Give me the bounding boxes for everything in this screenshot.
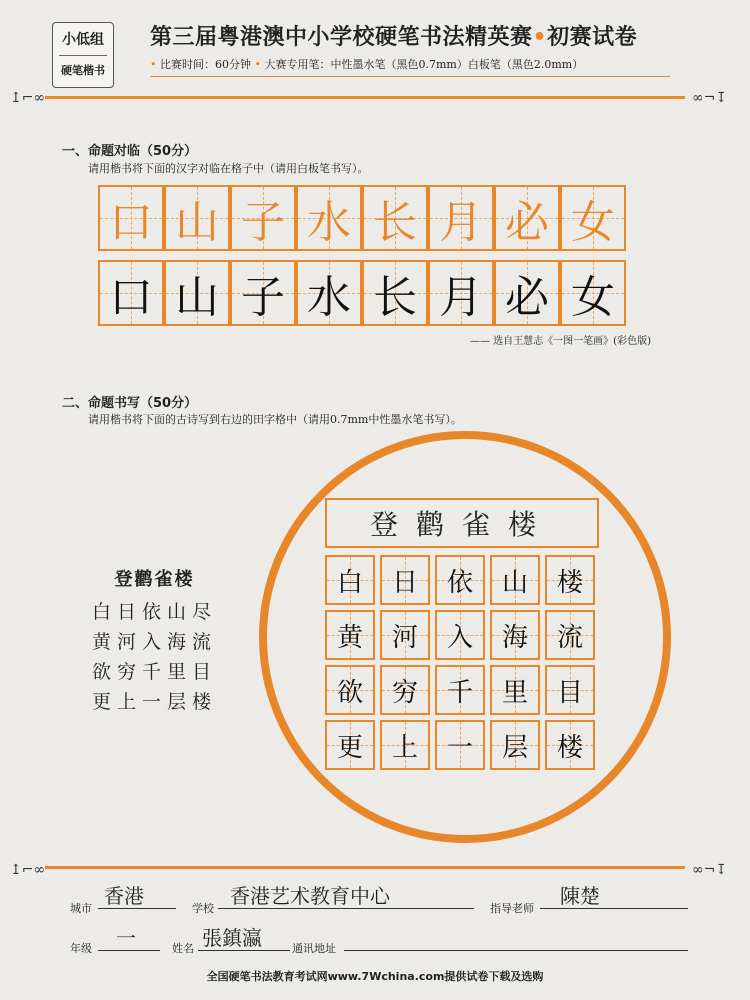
ornament-left-bottom-icon: ↥⌐∞ — [10, 862, 46, 878]
teacher-field[interactable] — [540, 880, 688, 909]
model-cell: 月 — [428, 185, 494, 251]
model-row — [98, 185, 626, 251]
poem-line: 黄河入海流 — [92, 631, 218, 653]
city-field[interactable] — [98, 880, 176, 909]
poem-line: 更上一层楼 — [92, 691, 218, 713]
model-cell: 女 — [560, 185, 626, 251]
footer-note: 全国硬笔书法教育考试网www.7Wchina.com提供试卷下载及选购 — [206, 970, 544, 983]
grid-title-box: 登鹳雀楼 — [325, 498, 599, 548]
poem-line: 白日依山尽 — [92, 601, 218, 623]
handwritten-cell: 山 — [164, 260, 230, 326]
model-cell: 水 — [296, 185, 362, 251]
school-label: 学校 — [192, 902, 214, 915]
grid-cell: 千 — [435, 665, 485, 715]
teacher-value: 陳楚 — [560, 884, 600, 908]
divider-bottom — [45, 866, 685, 869]
grid-cell: 楼 — [545, 555, 595, 605]
page-title — [150, 20, 637, 51]
grid-cell: 黄 — [325, 610, 375, 660]
handwritten-cell: 必 — [494, 260, 560, 326]
title-dot: • — [532, 25, 548, 50]
model-cell: 山 — [164, 185, 230, 251]
grid-cell: 一 — [435, 720, 485, 770]
city-value: 香港 — [104, 884, 144, 908]
address-label: 通讯地址 — [292, 942, 336, 955]
teacher-label: 指导老师 — [490, 902, 534, 915]
grid-cell: 层 — [490, 720, 540, 770]
section1-note: 请用楷书将下面的汉字对临在格子中（请用白板笔书写）。 — [88, 162, 369, 175]
grid-cell: 日 — [380, 555, 430, 605]
handwritten-cell: 长 — [362, 260, 428, 326]
address-field[interactable] — [344, 922, 688, 951]
grade-label: 年级 — [70, 942, 92, 955]
section2-note: 请用楷书将下面的古诗写到右边的田字格中（请用0.7mm中性墨水笔书写）。 — [88, 413, 462, 426]
name-value: 張鎮瀛 — [202, 926, 262, 950]
poem-line: 欲穷千里目 — [92, 661, 218, 683]
title-suffix: 初赛试卷 — [547, 25, 638, 50]
grid-cell: 目 — [545, 665, 595, 715]
grade-value: 一 — [116, 926, 136, 950]
grid-cell: 依 — [435, 555, 485, 605]
grid-cell: 河 — [380, 610, 430, 660]
model-cell: 长 — [362, 185, 428, 251]
handwritten-row — [98, 260, 626, 326]
grade-box — [52, 22, 114, 88]
writing-grid — [325, 555, 595, 770]
grade-group: 小低组 — [62, 32, 104, 48]
grid-cell: 白 — [325, 555, 375, 605]
school-value: 香港艺术教育中心 — [230, 884, 390, 908]
ornament-right-bottom-icon: ∞¬↧ — [692, 862, 728, 878]
grid-cell: 欲 — [325, 665, 375, 715]
source-credit: —— 选自王慧志《一图一笔画》(彩色版) — [470, 336, 651, 347]
grade-field[interactable] — [98, 922, 160, 951]
section2-title: 二、命题书写（50分） — [62, 396, 198, 411]
exam-info: • 比赛时间：60分钟 • 大赛专用笔：中性墨水笔（黑色0.7mm）白板笔（黑色2.0mm） — [150, 58, 584, 71]
city-label: 城市 — [70, 902, 92, 915]
title-main: 第三届粤港澳中小学校硬笔书法精英赛 — [150, 25, 533, 50]
grid-cell: 山 — [490, 555, 540, 605]
grid-cell: 楼 — [545, 720, 595, 770]
grade-style: 硬笔楷书 — [61, 64, 105, 77]
header-rule — [150, 76, 670, 77]
time-text: 比赛时间：60分钟 — [160, 58, 251, 71]
ornament-left-icon: ↥⌐∞ — [10, 90, 46, 106]
name-field[interactable] — [198, 922, 290, 951]
pen-text: 大赛专用笔：中性墨水笔（黑色0.7mm）白板笔（黑色2.0mm） — [264, 58, 584, 71]
reference-poem — [92, 565, 217, 717]
grid-cell: 更 — [325, 720, 375, 770]
model-cell: 必 — [494, 185, 560, 251]
model-cell: 口 — [98, 185, 164, 251]
handwritten-cell: 月 — [428, 260, 494, 326]
grid-cell: 里 — [490, 665, 540, 715]
handwritten-cell: 子 — [230, 260, 296, 326]
name-label: 姓名 — [172, 942, 194, 955]
divider-top — [45, 96, 685, 99]
handwritten-cell: 水 — [296, 260, 362, 326]
model-cell: 子 — [230, 185, 296, 251]
section1-title: 一、命题对临（50分） — [62, 144, 198, 159]
grid-cell: 上 — [380, 720, 430, 770]
grid-cell: 穷 — [380, 665, 430, 715]
ornament-right-icon: ∞¬↧ — [692, 90, 728, 106]
grid-cell: 流 — [545, 610, 595, 660]
grid-cell: 海 — [490, 610, 540, 660]
handwritten-cell: 口 — [98, 260, 164, 326]
handwritten-cell: 女 — [560, 260, 626, 326]
poem-title: 登鹳雀楼 — [114, 569, 195, 590]
grid-cell: 入 — [435, 610, 485, 660]
school-field[interactable] — [218, 880, 474, 909]
